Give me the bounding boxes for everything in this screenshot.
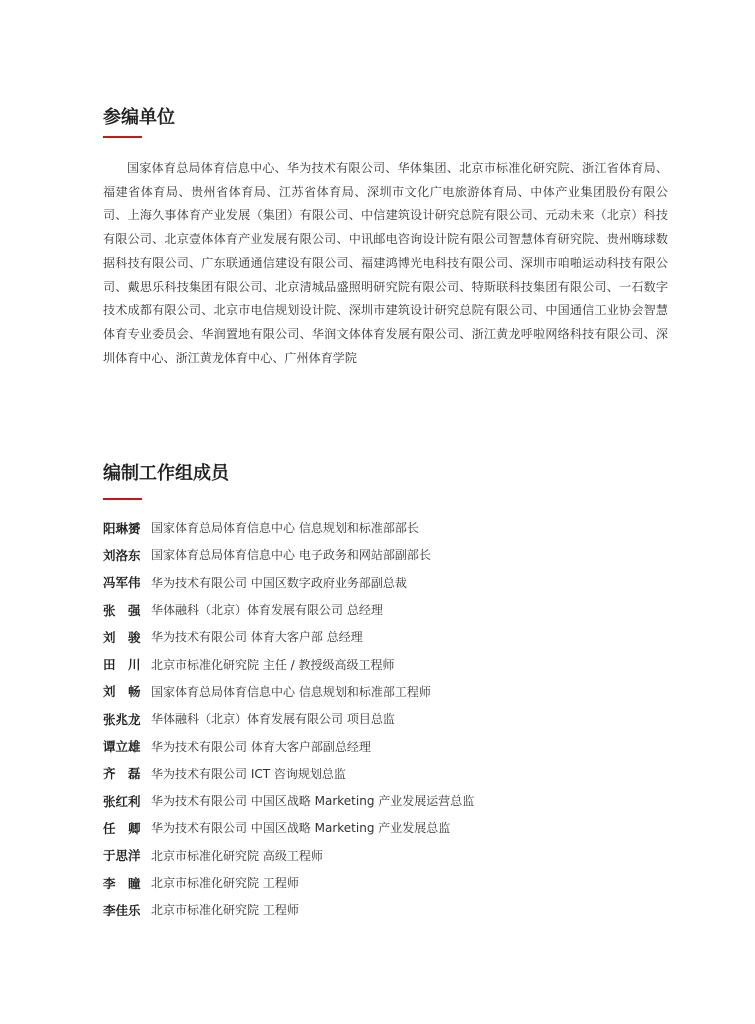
member-role: 华体融科（北京）体育发展有限公司 项目总监 [151, 712, 395, 727]
member-name: 李佳乐 [103, 902, 141, 918]
participants-section-title: 参编单位 [103, 107, 175, 128]
member-row [103, 705, 703, 732]
member-name: 张红利 [103, 793, 141, 809]
member-row [103, 896, 703, 923]
member-name: 谭立雄 [103, 739, 141, 755]
member-row [103, 650, 703, 677]
participants-title-underline [103, 136, 142, 138]
member-name: 冯军伟 [103, 575, 141, 591]
member-name: 张 强 [103, 602, 141, 618]
member-row [103, 814, 703, 841]
member-name: 刘 畅 [103, 684, 141, 700]
member-name: 田 川 [103, 657, 141, 673]
member-role: 华为技术有限公司 中国区战略 Marketing 产业发展运营总监 [151, 794, 475, 809]
team-section-title: 编制工作组成员 [103, 463, 229, 484]
member-role: 国家体育总局体育信息中心 信息规划和标准部工程师 [151, 684, 431, 699]
team-title-underline [103, 498, 142, 500]
member-name: 张兆龙 [103, 711, 141, 727]
member-name: 刘 骏 [103, 629, 141, 645]
member-row [103, 760, 703, 787]
member-row [103, 596, 703, 623]
member-role: 国家体育总局体育信息中心 信息规划和标准部部长 [151, 521, 419, 536]
member-role: 国家体育总局体育信息中心 电子政务和网站部副部长 [151, 548, 431, 563]
member-role: 华为技术有限公司 体育大客户部副总经理 [151, 739, 371, 754]
participating-organizations-text: 国家体育总局体育信息中心、华为技术有限公司、华体集团、北京市标准化研究院、浙江省体育局、福建省体育局、贵州省体育局、江苏省体育局、深圳市文化广电旅游体育局、中体产业集团股份有限公司、上海久事体育产业发展（集团）有限公司、中信建筑设计研究总院有限公司、元动未来（北京）科技有限公司、北京壹体体育产业发展有限公司、中讯邮电咨询设计院有限公司智慧体育研究院、贵州嗨球数据科技有限公司、广东联通通信建设有限公司、福建鸿博光电科技有限公司、深圳市咱啪运动科技有限公司、戴思乐科技集团有限公司、北京清城品盛照明研究院有限公司、特斯联科技集团有限公司、一石数字技术成都有限公司、北京市电信规划设计院、深圳市建筑设计研究总院有限公司、中国通信工业协会智慧体育专业委员会、华润置地有限公司、华润文体体育发展有限公司、浙江黄龙呼啦网络科技有限公司、深圳体育中心、浙江黄龙体育中心、广州体育学院 [103, 161, 668, 365]
member-role: 北京市标准化研究院 高级工程师 [151, 848, 323, 863]
member-role: 华为技术有限公司 体育大客户部 总经理 [151, 630, 363, 645]
member-name: 刘洛东 [103, 547, 141, 563]
member-role: 华为技术有限公司 中国区数字政府业务部副总裁 [151, 575, 407, 590]
member-role: 北京市标准化研究院 工程师 [151, 876, 299, 890]
member-name: 任 卿 [103, 820, 141, 836]
member-row [103, 541, 703, 568]
member-name: 李 瞳 [103, 875, 141, 891]
member-role: 华为技术有限公司 中国区战略 Marketing 产业发展总监 [151, 821, 451, 836]
member-name: 阳琳赟 [103, 520, 141, 536]
member-row [103, 787, 703, 814]
member-name: 于思洋 [103, 848, 141, 864]
team-member-list [103, 514, 703, 923]
member-row [103, 569, 703, 596]
member-row [103, 869, 703, 896]
member-row [103, 842, 703, 869]
member-role: 华为技术有限公司 ICT 咨询规划总监 [151, 766, 346, 781]
member-role: 华体融科（北京）体育发展有限公司 总经理 [151, 603, 383, 618]
member-role: 北京市标准化研究院 主任 / 教授级高级工程师 [151, 657, 395, 672]
member-row [103, 514, 703, 541]
member-name: 齐 磊 [103, 766, 141, 782]
member-role: 北京市标准化研究院 工程师 [151, 903, 299, 918]
member-row [103, 678, 703, 705]
member-row [103, 623, 703, 650]
member-row [103, 732, 703, 759]
